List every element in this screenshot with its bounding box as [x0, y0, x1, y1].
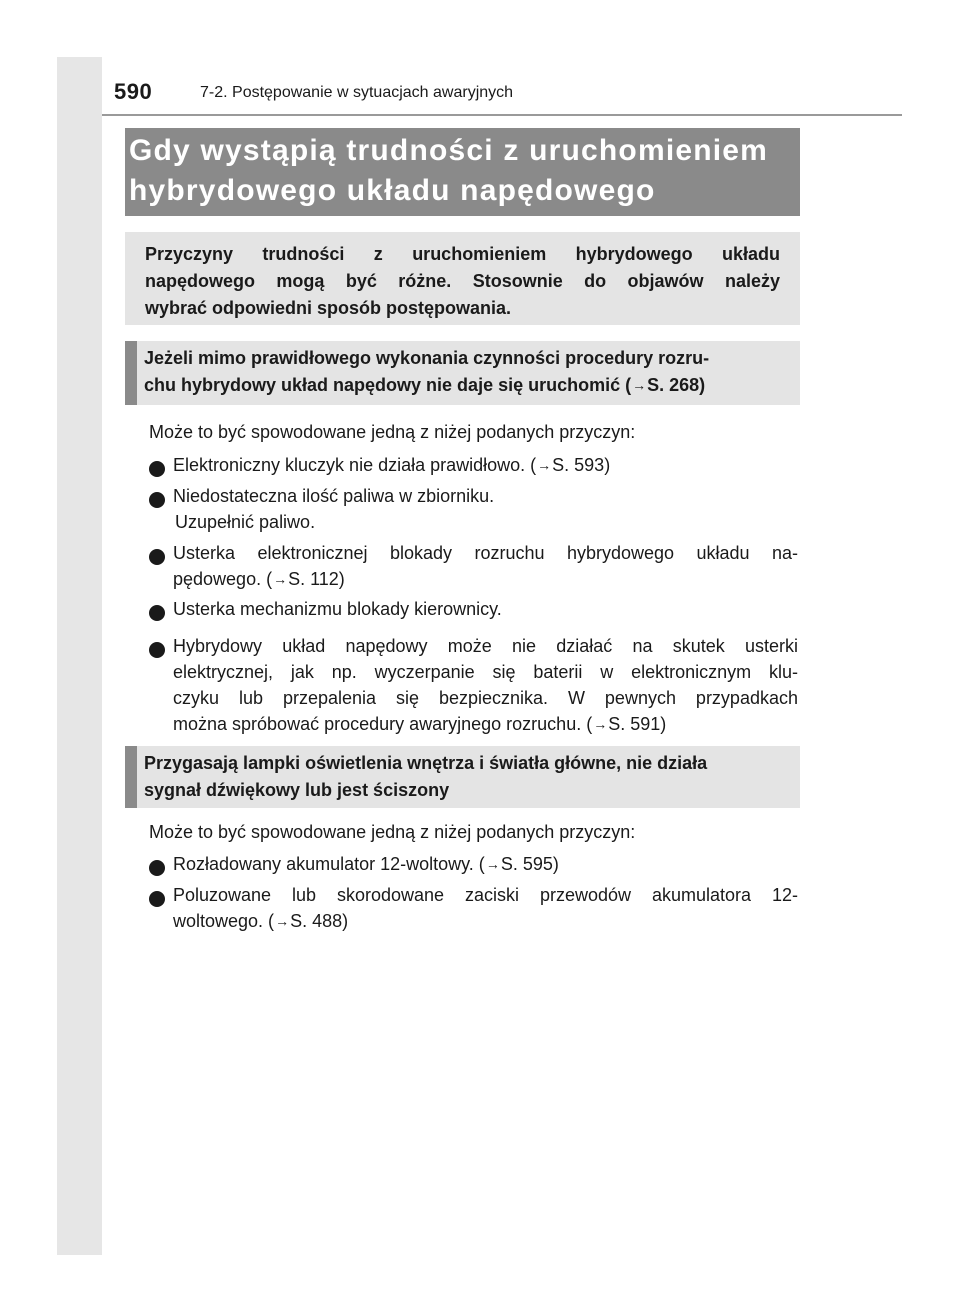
intro-line-2: napędowego mogą być różne. Stosownie do objawów należy — [145, 271, 780, 291]
subsection-heading-1 — [125, 341, 800, 405]
page-number: 590 — [114, 79, 153, 104]
bullet-icon — [149, 642, 165, 658]
list-item-continuation: czyku lub przepalenia się bezpiecznika. W pewnych przypadkach — [173, 688, 798, 708]
bullet-icon — [149, 461, 165, 477]
bullet-icon — [149, 891, 165, 907]
list-item-continuation: woltowego. (→S. 488) — [173, 911, 349, 931]
left-margin-strip — [57, 57, 102, 1255]
list-item: Hybrydowy układ napędowy może nie działać na skutek usterki — [173, 636, 798, 656]
page-reference[interactable]: S. 591) — [608, 714, 667, 734]
section-title-line-2: hybrydowego układu napędowego — [129, 174, 656, 207]
page-header — [102, 75, 902, 115]
list-item: Usterka mechanizmu blokady kierownicy. — [173, 599, 502, 619]
arrow-right-icon: → — [485, 856, 500, 872]
page-reference[interactable]: S. 488) — [290, 911, 349, 931]
heading-accent-bar — [125, 341, 137, 405]
heading-accent-bar — [125, 746, 137, 808]
section-title-line-1: Gdy wystąpią trudności z uruchomieniem — [129, 134, 769, 167]
arrow-right-icon: → — [593, 716, 608, 732]
intro-box — [125, 232, 800, 325]
arrow-right-icon: → — [275, 913, 290, 929]
list-item: Usterka elektronicznej blokady rozruchu hybrydowego układu na- — [173, 543, 798, 563]
list-item-continuation: Uzupełnić paliwo. — [175, 512, 316, 532]
bullet-icon — [149, 860, 165, 876]
list-item: Rozładowany akumulator 12-woltowy. (→S. 595) — [173, 854, 559, 874]
bullet-icon — [149, 605, 165, 621]
subsection-heading-1-line-2 — [144, 375, 794, 396]
running-head: 7-2. Postępowanie w sytuacjach awaryjnych — [200, 84, 514, 101]
list-item: Niedostateczna ilość paliwa w zbiorniku. — [173, 486, 495, 506]
bullet-icon — [149, 549, 165, 565]
page-reference[interactable]: S. 112) — [288, 569, 345, 589]
page-reference[interactable]: S. 593) — [552, 455, 611, 475]
bullet-icon — [149, 492, 165, 508]
intro-line-3: wybrać odpowiedni sposób postępowania. — [145, 298, 512, 318]
subsection-heading-2 — [125, 746, 800, 808]
page-reference[interactable]: S. 595) — [500, 854, 559, 874]
list-item-continuation: można spróbować procedury awaryjnego rozruchu. (→S. 591) — [173, 714, 667, 734]
header-rule — [102, 114, 902, 116]
section-title-box — [125, 128, 800, 216]
subsection-heading-1-line-1: Jeżeli mimo prawidłowego wykonania czynności procedury rozru- — [144, 348, 710, 368]
subsection-heading-2-line-1: Przygasają lampki oświetlenia wnętrza i światła główne, nie działa — [144, 753, 708, 773]
heading-text: chu hybrydowy układ napędowy nie daje się uruchomić ( — [144, 375, 632, 395]
section-2-lead: Może to być spowodowane jedną z niżej podanych przyczyn: — [149, 822, 636, 842]
list-item: Elektroniczny kluczyk nie działa prawidłowo. (→S. 593) — [173, 455, 611, 475]
page-reference[interactable]: S. 268) — [647, 375, 706, 395]
list-item: Poluzowane lub skorodowane zaciski przewodów akumulatora 12- — [173, 885, 798, 905]
arrow-right-icon: → — [273, 571, 288, 587]
list-item-continuation: elektrycznej, jak np. wyczerpanie się baterii w elektronicznym klu- — [173, 662, 798, 682]
arrow-right-icon: → — [537, 457, 552, 473]
subsection-heading-2-line-2: sygnał dźwiękowy lub jest ściszony — [144, 780, 450, 800]
arrow-right-icon: → — [632, 377, 647, 393]
list-item-continuation: pędowego. (→S. 112) — [173, 569, 345, 589]
intro-line-1: Przyczyny trudności z uruchomieniem hybrydowego układu — [145, 244, 780, 264]
section-1-lead: Może to być spowodowane jedną z niżej podanych przyczyn: — [149, 422, 636, 442]
